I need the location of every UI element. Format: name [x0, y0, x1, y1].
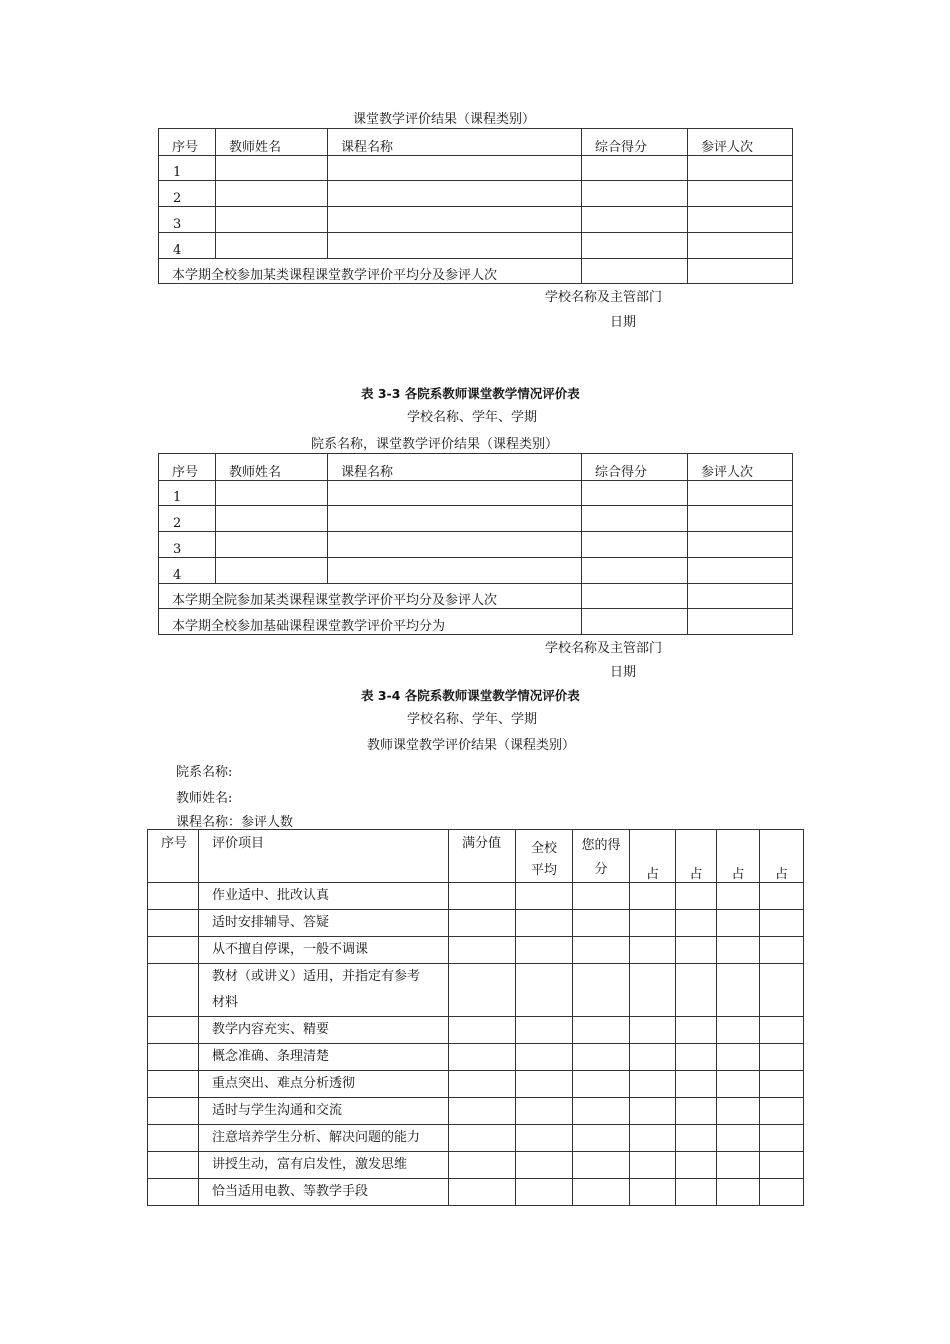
header-course: 课程名称	[341, 140, 394, 155]
header-share-4: 占	[774, 867, 788, 882]
row-number: 4	[173, 568, 182, 583]
summary-row	[159, 584, 793, 609]
summary-row	[159, 609, 793, 635]
row-number: 3	[173, 542, 182, 557]
table-row	[148, 937, 804, 964]
date-line: 日期	[610, 315, 637, 330]
signature-line: 学校名称及主管部门	[545, 290, 663, 305]
evaluation-item: 教材（或讲义）适用，并指定有参考	[212, 969, 421, 984]
header-seq: 序号	[172, 465, 199, 480]
date-line: 日期	[610, 665, 637, 680]
summary-text: 本学期全校参加某类课程课堂教学评价平均分及参评人次	[172, 268, 498, 283]
table-row	[148, 1044, 804, 1071]
summary-row	[159, 259, 793, 284]
table-row	[148, 1017, 804, 1044]
table-row	[148, 1152, 804, 1179]
row-number: 1	[173, 490, 182, 505]
table1	[158, 128, 793, 284]
header-score: 综合得分	[595, 140, 648, 155]
table3-subtitle: 学校名称、学年、学期	[407, 712, 538, 727]
header-school-avg-line1: 全校	[530, 841, 557, 856]
evaluation-table	[147, 829, 804, 1206]
evaluation-item: 适时安排辅导、答疑	[212, 915, 330, 930]
table3-title: 表 3-4 各院系教师课堂教学情况评价表	[361, 688, 580, 703]
header-share-3: 占	[731, 867, 745, 882]
signature-line: 学校名称及主管部门	[545, 641, 663, 656]
header-teacher: 教师姓名	[229, 140, 282, 155]
row-number: 2	[173, 516, 182, 531]
table2-subtitle: 学校名称、学年、学期	[407, 410, 538, 425]
table1-header-row	[159, 129, 793, 156]
header-full-score: 满分值	[462, 836, 502, 851]
table-row	[148, 964, 804, 1017]
teacher-label: 教师姓名:	[176, 791, 233, 806]
table-row	[148, 1098, 804, 1125]
header-share-2: 占	[689, 867, 703, 882]
table-row	[148, 1125, 804, 1152]
evaluation-item: 讲授生动，富有启发性，激发思维	[212, 1157, 408, 1172]
table-row	[159, 481, 793, 506]
table-row	[159, 233, 793, 259]
header-seq: 序号	[172, 140, 199, 155]
evaluation-item: 作业适中、批改认真	[212, 888, 330, 903]
table2-title: 表 3-3 各院系教师课堂教学情况评价表	[361, 386, 580, 401]
row-number: 3	[173, 217, 182, 232]
header-count: 参评人次	[701, 465, 754, 480]
row-number: 1	[173, 165, 182, 180]
table-row	[148, 883, 804, 910]
table-row	[159, 506, 793, 532]
table-row	[159, 181, 793, 207]
table-row	[148, 910, 804, 937]
table2-caption: 院系名称，课堂教学评价结果（课程类别）	[311, 437, 559, 452]
dept-label: 院系名称:	[176, 765, 233, 780]
row-number: 2	[173, 191, 182, 206]
header-seq: 序号	[161, 836, 188, 851]
header-share-1: 占	[645, 867, 659, 882]
evaluation-item: 适时与学生沟通和交流	[212, 1103, 343, 1118]
table2-header-row	[159, 454, 793, 481]
header-teacher: 教师姓名	[229, 465, 282, 480]
summary-text: 本学期全校参加基础课程课堂教学评价平均分为	[172, 619, 446, 634]
header-count: 参评人次	[701, 140, 754, 155]
table-row	[159, 558, 793, 584]
table2	[158, 453, 793, 635]
evaluation-item-continued: 材料	[212, 995, 239, 1010]
evaluation-item: 重点突出、难点分析透彻	[212, 1076, 356, 1091]
header-your-score-line1: 您的得	[581, 838, 621, 853]
table-row	[159, 207, 793, 233]
row-number: 4	[173, 243, 182, 258]
header-your-score-line2: 分	[594, 862, 608, 877]
summary-text: 本学期全院参加某类课程课堂教学评价平均分及参评人次	[172, 593, 498, 608]
table-row	[148, 1179, 804, 1206]
table-row	[159, 532, 793, 558]
header-school-avg-line2: 平均	[530, 863, 557, 878]
evaluation-item: 概念准确、条理清楚	[212, 1049, 330, 1064]
evaluation-item: 教学内容充实、精要	[212, 1022, 330, 1037]
evaluation-item: 恰当适用电教、等教学手段	[212, 1184, 369, 1199]
table1-caption: 课堂教学评价结果（课程类别）	[353, 112, 536, 127]
header-score: 综合得分	[595, 465, 648, 480]
table3-caption: 教师课堂教学评价结果（课程类别）	[367, 738, 576, 753]
evaluation-item: 从不擅自停课，一般不调课	[212, 942, 369, 957]
evaluation-item: 注意培养学生分析、解决问题的能力	[212, 1130, 421, 1145]
header-item: 评价项目	[212, 836, 265, 851]
table-row	[148, 1071, 804, 1098]
evaluation-header-row	[148, 830, 804, 883]
course-label: 课程名称：参评人数	[176, 815, 294, 830]
table-row	[159, 156, 793, 181]
header-course: 课程名称	[341, 465, 394, 480]
